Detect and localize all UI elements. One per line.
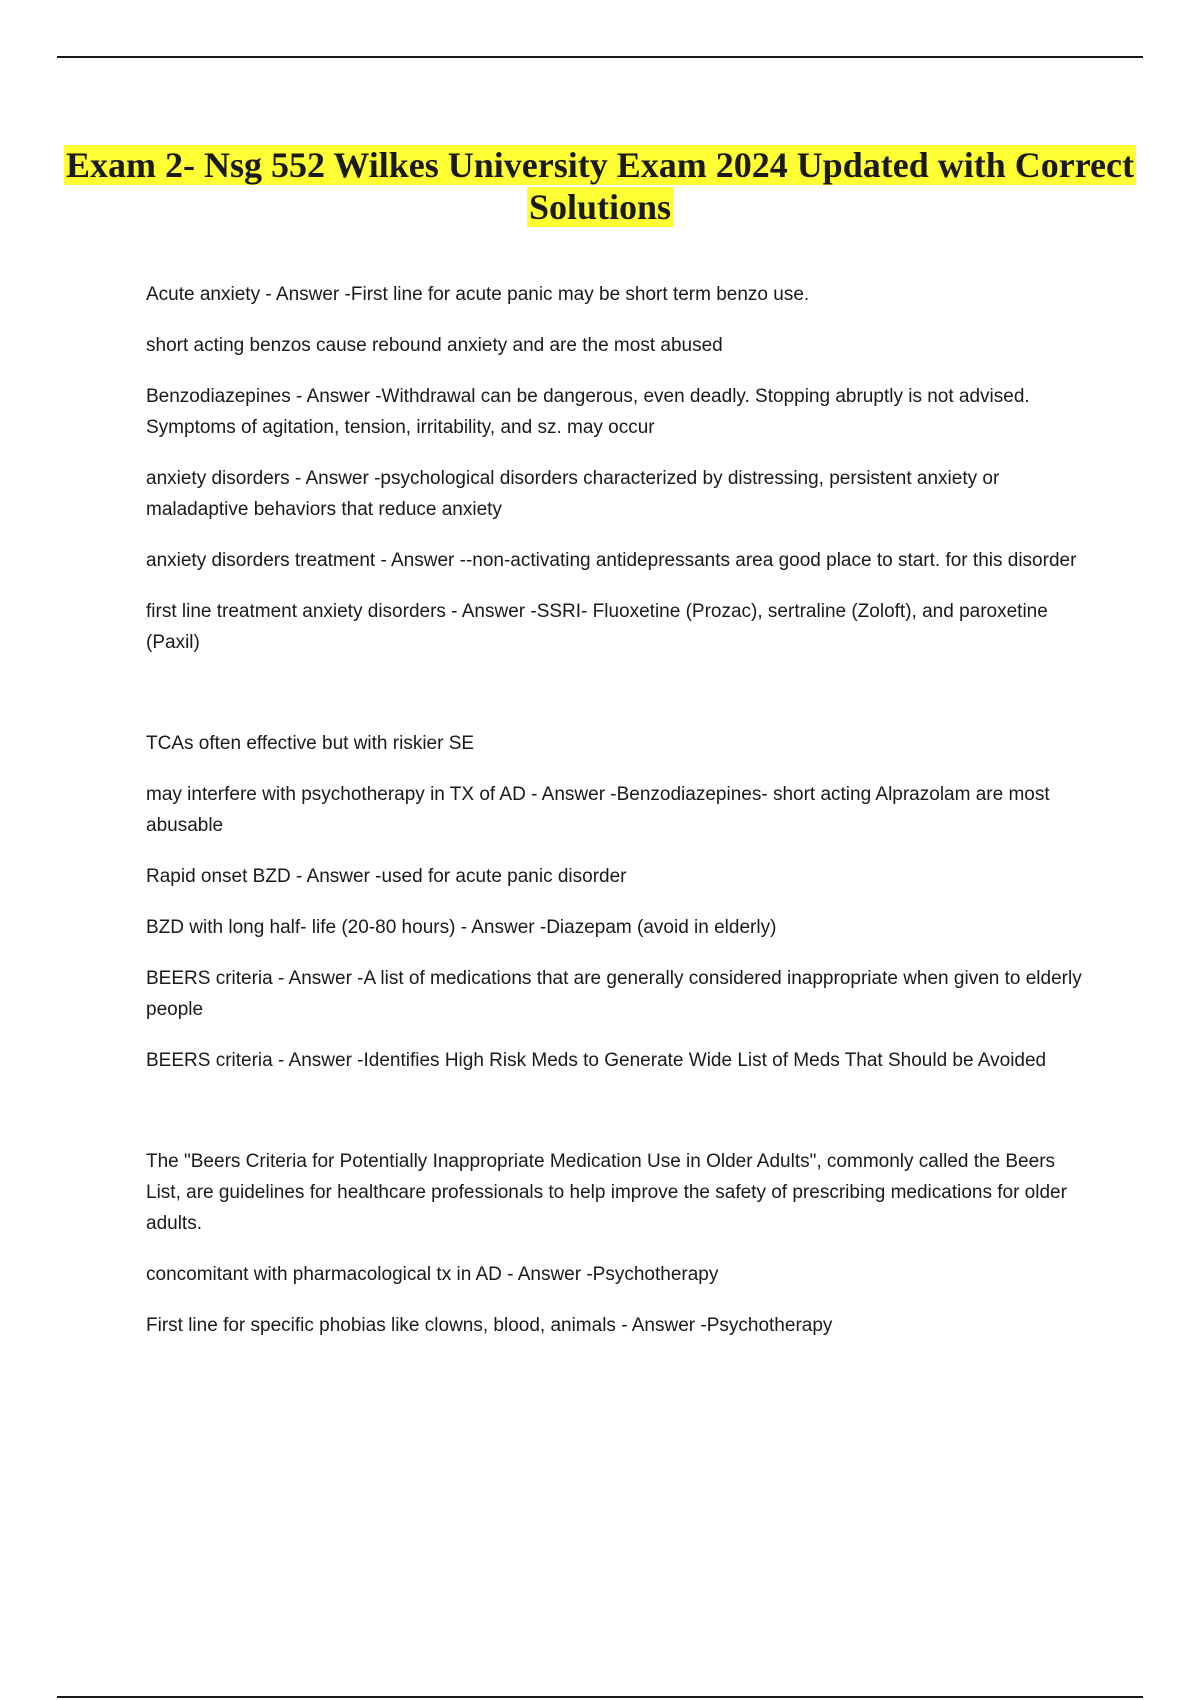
qa-entry: First line for specific phobias like clowns, blood, animals - Answer -Psychotherapy — [146, 1315, 833, 1336]
qa-entry: TCAs often effective but with riskier SE — [146, 733, 475, 754]
paragraph-gap — [146, 1096, 1086, 1146]
qa-entry: short acting benzos cause rebound anxiety and are the most abused — [146, 335, 723, 356]
bottom-rule — [57, 1696, 1143, 1698]
qa-entry: Acute anxiety - Answer -First line for acute panic may be short term benzo use. — [146, 284, 810, 305]
qa-entry: BEERS criteria - Answer -A list of medications that are generally considered inappropriate when given to elderly people — [146, 968, 1082, 1020]
document-title — [60, 144, 1140, 228]
document-body — [146, 279, 1086, 1361]
qa-entry: concomitant with pharmacological tx in AD - Answer -Psychotherapy — [146, 1264, 719, 1285]
qa-entry: may interfere with psychotherapy in TX of AD - Answer -Benzodiazepines- short acting Alprazolam are most abusable — [146, 784, 1050, 836]
document-title-text: Exam 2- Nsg 552 Wilkes University Exam 2024 Updated with Correct Solutions — [66, 145, 1134, 227]
qa-entry: BEERS criteria - Answer -Identifies High Risk Meds to Generate Wide List of Meds That Should be Avoided — [146, 1050, 1047, 1071]
qa-entry: Rapid onset BZD - Answer -used for acute panic disorder — [146, 866, 627, 887]
paragraph-gap — [146, 678, 1086, 728]
qa-entry: first line treatment anxiety disorders - Answer -SSRI- Fluoxetine (Prozac), sertraline (Zoloft), and paroxetine (Paxil) — [146, 601, 1048, 653]
qa-entry: BZD with long half- life (20-80 hours) - Answer -Diazepam (avoid in elderly) — [146, 917, 777, 938]
qa-entry: anxiety disorders - Answer -psychological disorders characterized by distressing, persistent anxiety or maladaptive behaviors that reduce anxiety — [146, 468, 1000, 520]
qa-entry: Benzodiazepines - Answer -Withdrawal can be dangerous, even deadly. Stopping abruptly is not advised. Symptoms of agitation, tension, irritability, and sz. may occur — [146, 386, 1030, 438]
qa-entry: The "Beers Criteria for Potentially Inappropriate Medication Use in Older Adults", commonly called the Beers List, are guidelines for healthcare professionals to help improve the safety of prescribing medications for older adults. — [146, 1151, 1067, 1234]
qa-entry: anxiety disorders treatment - Answer --non-activating antidepressants area good place to start. for this disorder — [146, 550, 1077, 571]
top-rule — [57, 56, 1143, 58]
